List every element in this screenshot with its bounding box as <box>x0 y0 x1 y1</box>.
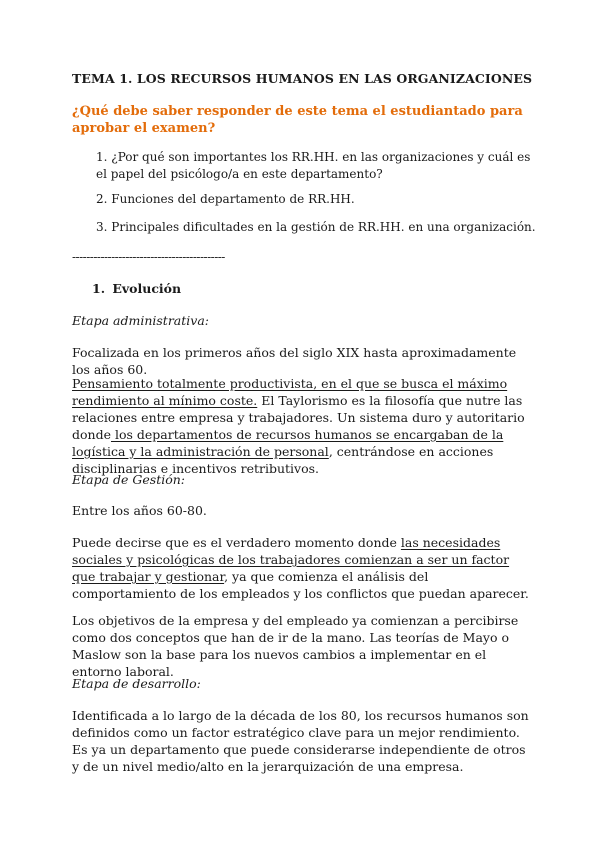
section-number: 1. <box>92 281 106 296</box>
underlined-text: los departamentos de recursos humanos se encargaban de la logística y la administración de personal <box>72 427 504 459</box>
stage-administrative-period: Focalizada en los primeros años del siglo XIX hasta aproximadamente los años 60. <box>72 345 517 377</box>
question-item-2: 2. Funciones del departamento de RR.HH. <box>96 192 355 206</box>
stage-management-objectives: Los objetivos de la empresa y del empleado ya comienzan a percibirse como dos conceptos que han de ir de la mano. Las teorías de Mayo o Maslow son la base para los nuevos cambios a implementar en el entorno laboral. <box>72 613 519 679</box>
stage-management-description <box>72 534 532 602</box>
separator-line: ------------------------------------------- <box>72 250 225 264</box>
section-heading <box>92 280 181 297</box>
question-item-3: 3. Principales dificultades en la gestión de RR.HH. en una organización. <box>96 220 536 234</box>
body-text: , centrándose en acciones disciplinarias e incentivos retributivos. <box>72 444 494 476</box>
document-title: TEMA 1. LOS RECURSOS HUMANOS EN LAS ORGANIZACIONES <box>72 71 533 86</box>
question-item-1: 1. ¿Por qué son importantes los RR.HH. en las organizaciones y cuál es el papel del psicólogo/a en este departamento? <box>96 150 531 181</box>
stage-management-period: Entre los años 60-80. <box>72 503 207 518</box>
stage-development-heading: Etapa de desarrollo: <box>72 676 201 691</box>
exam-question-heading: ¿Qué debe saber responder de este tema el estudiantado para aprobar el examen? <box>72 104 523 136</box>
body-text: , ya que comienza el análisis del comportamiento de los empleados y los conflictos que puedan aparecer. <box>72 569 529 601</box>
stage-administrative-description <box>72 375 532 477</box>
stage-management-heading: Etapa de Gestión: <box>72 472 186 487</box>
body-text: El Taylorismo es la filosofía que nutre las relaciones entre empresa y trabajadores. Un sistema duro y autoritario donde <box>72 393 525 442</box>
body-text: Puede decirse que es el verdadero momento donde <box>72 535 401 550</box>
underlined-text: las necesidades sociales y psicológicas de los trabajadores comienzan a ser un factor que trabajar y gestionar <box>72 535 510 584</box>
stage-development-description: Identificada a lo largo de la década de los 80, los recursos humanos son definidos como un factor estratégico clave para un mejor rendimiento. Es ya un departamento que puede considerarse independiente de otros y de un nivel medio/alto en la jerarquización de una empresa. <box>72 708 529 774</box>
underlined-text: Pensamiento totalmente productivista, en el que se busca el máximo rendimiento al mínimo coste. <box>72 376 508 408</box>
stage-administrative-heading: Etapa administrativa: <box>72 313 209 328</box>
section-title: Evolución <box>112 281 182 296</box>
